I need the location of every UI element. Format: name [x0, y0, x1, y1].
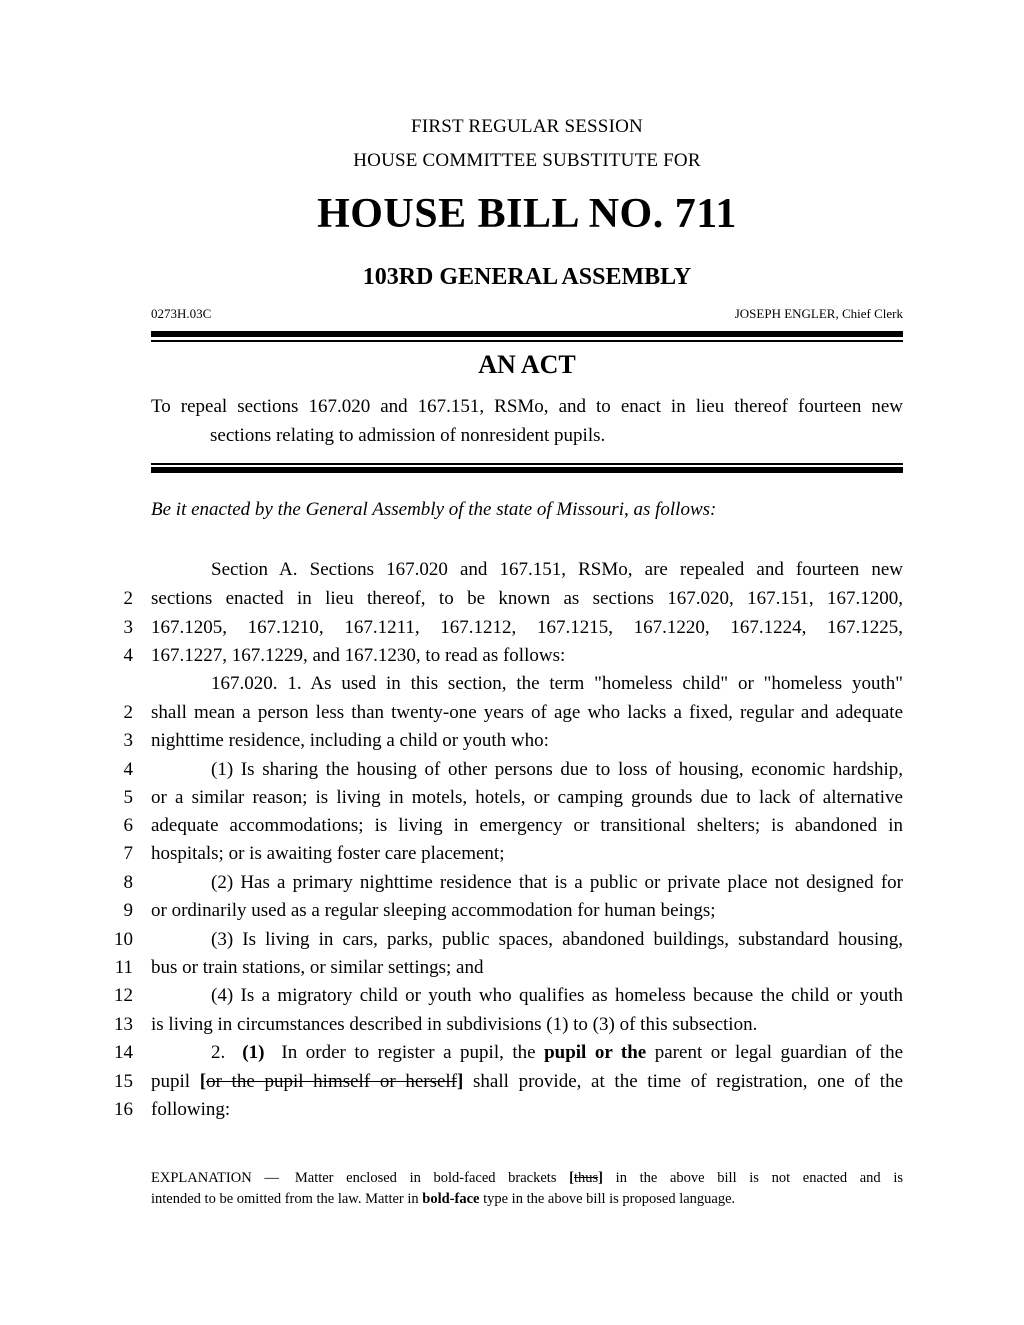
text-span: parent or legal guardian of the [646, 1042, 903, 1063]
line-number: 10 [114, 929, 133, 950]
line-number: 4 [123, 759, 133, 780]
act-summary-line2: sections relating to admission of nonresident pupils. [210, 425, 606, 446]
section-line: (3) Is living in cars, parks, public spaces, abandoned buildings, substandard housing, [211, 929, 903, 950]
line-number: 3 [123, 730, 133, 751]
section-line: following: [151, 1099, 231, 1120]
text-span: in the above bill is not enacted and is [603, 1170, 904, 1186]
explanation-label: EXPLANATION — [151, 1170, 279, 1186]
section-a-line: Section A. Sections 167.020 and 167.151, RSMo, are repealed and fourteen new [211, 559, 903, 580]
text-span: pupil [151, 1071, 200, 1092]
section-line: or a similar reason; is living in motels, hotels, or camping grounds due to lack of alternative [151, 787, 903, 808]
text-span: In order to register a pupil, the [264, 1042, 545, 1063]
line-number: 5 [123, 787, 133, 808]
explanation-line1 [151, 1170, 903, 1187]
section-line: 167.020. 1. As used in this section, the term "homeless child" or "homeless youth" [211, 673, 903, 694]
section-line: nighttime residence, including a child or youth who: [151, 730, 549, 751]
text-span: 2. [211, 1042, 243, 1063]
line-number: 13 [114, 1014, 133, 1035]
bold-face-term: bold-face [422, 1191, 480, 1207]
line-number: 14 [114, 1042, 133, 1063]
struck-text: or the pupil himself or herself [206, 1071, 458, 1092]
line-number: 2 [123, 702, 133, 723]
act-summary-line1: To repeal sections 167.020 and 167.151, RSMo, and to enact in lieu thereof fourteen new [151, 396, 903, 417]
bracket-open: [ [569, 1170, 574, 1186]
new-language-bold: (1) [242, 1042, 265, 1063]
chief-clerk: JOSEPH ENGLER, Chief Clerk [734, 306, 903, 321]
section-line: adequate accommodations; is living in emergency or transitional shelters; is abandoned in [151, 815, 903, 836]
doc-code: 0273H.03C [151, 306, 212, 321]
line-number: 2 [123, 588, 133, 609]
act-heading: AN ACT [478, 350, 576, 379]
section-a-line: 167.1205, 167.1210, 167.1211, 167.1212, 167.1215, 167.1220, 167.1224, 167.1225, [151, 617, 903, 638]
bracket-close: ] [598, 1170, 603, 1186]
header-rule-thin [151, 340, 903, 342]
section-line-14 [211, 1039, 903, 1067]
bill-title: HOUSE BILL NO. 711 [317, 191, 737, 237]
section-line: hospitals; or is awaiting foster care placement; [151, 843, 505, 864]
section-a-line: sections enacted in lieu thereof, to be known as sections 167.020, 167.151, 167.1200, [151, 588, 903, 609]
line-number: 3 [123, 617, 133, 638]
section-line: (2) Has a primary nighttime residence that is a public or private place not designed for [211, 872, 903, 893]
section-a-line: 167.1227, 167.1229, and 167.1230, to read as follows: [151, 645, 566, 666]
section-line: (4) Is a migratory child or youth who qualifies as homeless because the child or youth [211, 985, 903, 1006]
line-number: 12 [114, 985, 133, 1006]
assembly-label: 103RD GENERAL ASSEMBLY [362, 264, 692, 290]
act-rule-thin [151, 463, 903, 465]
new-language-bold: pupil or the [544, 1042, 647, 1063]
section-line-15 [151, 1068, 903, 1096]
substitute-label: HOUSE COMMITTEE SUBSTITUTE FOR [353, 150, 701, 171]
line-number: 9 [123, 900, 133, 921]
text-span: intended to be omitted from the law. Matter in [151, 1191, 423, 1207]
session-label: FIRST REGULAR SESSION [411, 116, 643, 137]
bracket-close: ] [457, 1071, 464, 1092]
text-span: Matter enclosed in bold-faced brackets [294, 1170, 570, 1186]
header-rule-thick [151, 331, 903, 337]
line-number: 15 [114, 1071, 133, 1092]
line-number: 7 [123, 843, 133, 864]
line-number: 11 [114, 957, 133, 978]
section-line: shall mean a person less than twenty-one years of age who lacks a fixed, regular and adequate [151, 702, 903, 723]
section-line: (1) Is sharing the housing of other persons due to loss of housing, economic hardship, [211, 759, 903, 780]
struck-text: thus [573, 1170, 599, 1186]
section-line: is living in circumstances described in subdivisions (1) to (3) of this subsection. [151, 1014, 758, 1035]
section-line: or ordinarily used as a regular sleeping accommodation for human beings; [151, 900, 716, 921]
text-span: shall provide, at the time of registration, one of the [463, 1071, 904, 1092]
explanation-line2 [151, 1191, 735, 1208]
act-rule-thick [151, 467, 903, 473]
enacting-clause: Be it enacted by the General Assembly of the state of Missouri, as follows: [151, 499, 717, 520]
section-line: bus or train stations, or similar settings; and [151, 957, 484, 978]
line-number: 8 [123, 872, 133, 893]
bracket-open: [ [199, 1071, 207, 1092]
text-span: type in the above bill is proposed language. [479, 1191, 736, 1207]
line-number: 16 [114, 1099, 133, 1120]
line-number: 6 [123, 815, 133, 836]
line-number: 4 [123, 645, 133, 666]
